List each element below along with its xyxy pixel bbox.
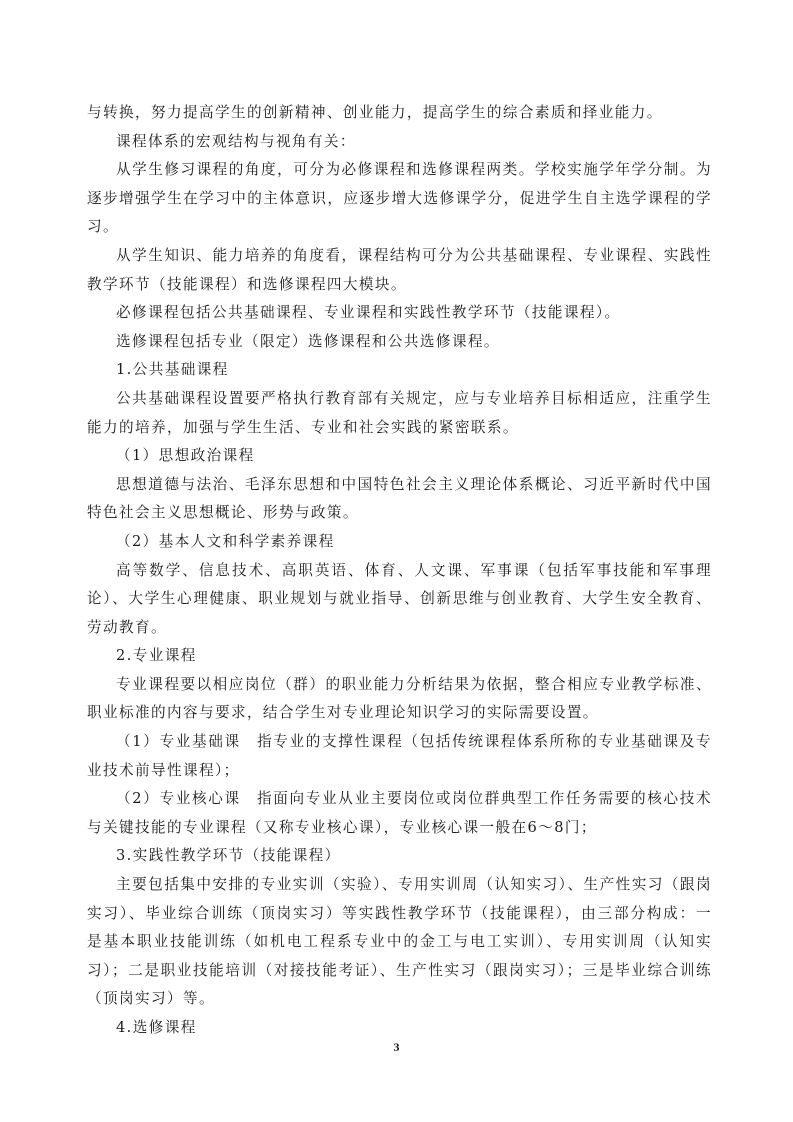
paragraph: 主要包括集中安排的专业实训（实验）、专用实训周（认知实习）、生产性实习（跟岗实习）、毕业综合训练（顶岗实习）等实践性教学环节（技能课程），由三部分构成：一是基本职业技能训练（如机电工程系专业中的金工与电工实训）、专用实训周（认知实习）；二是职业技能培训（对接技能考证）、生产性实习（跟岗实习）；三是毕业综合训练（顶岗实习）等。 <box>87 876 712 1008</box>
subsection-heading: （1）思想政治课程 <box>116 447 255 465</box>
section-heading: 3.实践性教学环节（技能课程） <box>116 847 341 865</box>
body-text <box>87 99 712 1043</box>
page-number: 3 <box>393 1040 400 1054</box>
paragraph: 专业课程要以相应岗位（群）的职业能力分析结果为依据，整合相应专业教学标准、职业标准的内容与要求，结合学生对专业理论知识学习的实际需要设置。 <box>87 675 712 722</box>
paragraph: 课程体系的宏观结构与视角有关： <box>116 132 356 150</box>
paragraph: 必修课程包括公共基础课程、专业课程和实践性教学环节（技能课程）。 <box>116 304 621 322</box>
subsection-heading: （2）基本人文和科学素养课程 <box>116 532 335 550</box>
paragraph: 与转换，努力提高学生的创新精神、创业能力，提高学生的综合素质和择业能力。 <box>87 104 663 121</box>
paragraph: 思想道德与法治、毛泽东思想和中国特色社会主义理论体系概论、习近平新时代中国特色社会主义思想概论、形势与政策。 <box>87 475 712 522</box>
section-heading: 1.公共基础课程 <box>116 361 229 379</box>
paragraph: （1）专业基础课 指专业的支撑性课程（包括传统课程体系所称的专业基础课及专业技术前导性课程）； <box>87 733 712 779</box>
section-heading: 4.选修课程 <box>116 1019 197 1036</box>
paragraph: 公共基础课程设置要严格执行教育部有关规定，应与专业培养目标相适应，注重学生能力的培养，加强与学生生活、专业和社会实践的紧密联系。 <box>87 389 712 436</box>
paragraph: 选修课程包括专业（限定）选修课程和公共选修课程。 <box>116 332 500 350</box>
section-heading: 2.专业课程 <box>116 647 197 665</box>
paragraph: 高等数学、信息技术、高职英语、体育、人文课、军事课（包括军事技能和军事理论）、大学生心理健康、职业规划与就业指导、创新思维与创业教育、大学生安全教育、劳动教育。 <box>87 561 712 636</box>
paragraph: 从学生修习课程的角度，可分为必修课程和选修课程两类。学校实施学年学分制。为逐步增强学生在学习中的主体意识，应逐步增大选修课学分，促进学生自主选学课程的学习。 <box>87 161 712 236</box>
paragraph: 从学生知识、能力培养的角度看，课程结构可分为公共基础课程、专业课程、实践性教学环节（技能课程）和选修课程四大模块。 <box>87 246 712 293</box>
paragraph: （2）专业核心课 指面向专业从业主要岗位或岗位群典型工作任务需要的核心技术与关键技能的专业课程（又称专业核心课），专业核心课一般在6～8门； <box>87 790 712 836</box>
